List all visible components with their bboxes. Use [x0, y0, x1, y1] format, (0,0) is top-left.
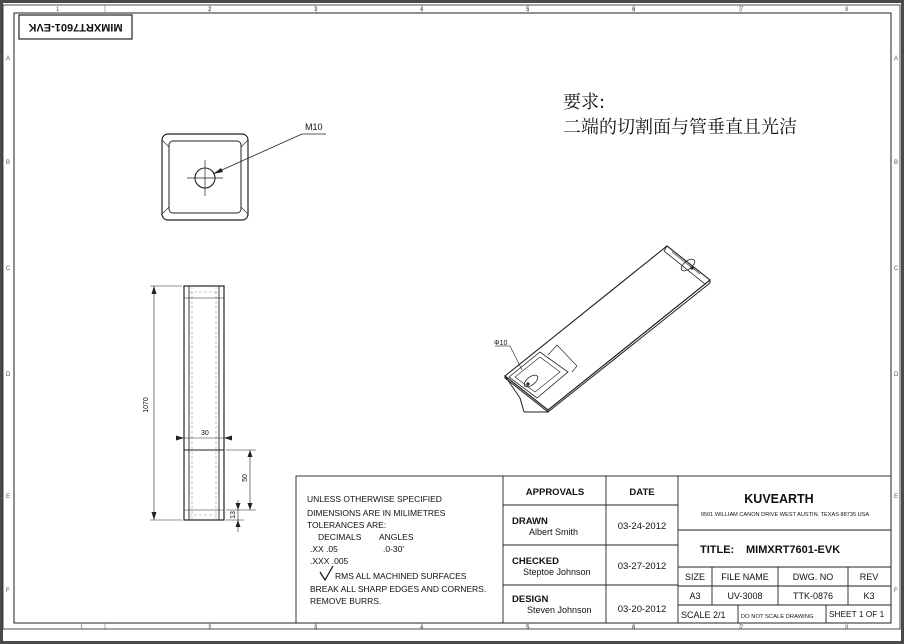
zone-col-1-bottom: 1: [80, 625, 84, 631]
date-header: DATE: [629, 487, 655, 498]
company-address: 9501 WILLIAM CANON DRIVE WEST AUSTIN. TEXAS 88735 USA: [700, 512, 870, 518]
zone-col-7-bottom: 7: [740, 625, 744, 631]
company-name: KUVEARTH: [744, 492, 814, 506]
notes-remove-burrs: REMOVE BURRS.: [310, 596, 382, 606]
zone-row-e-right: E: [894, 494, 899, 500]
zone-row-b-right: B: [894, 160, 899, 166]
zone-col-2-top: 2: [208, 7, 212, 13]
notes-line3: TOLERANCES ARE:: [307, 520, 387, 530]
zone-row-c-right: C: [894, 266, 899, 272]
zone-col-6-top: 6: [632, 7, 636, 13]
sheet-text: SHEET 1 OF 1: [829, 609, 885, 619]
zone-col-8-bottom: 8: [845, 625, 849, 631]
drawn-label: DRAWN: [512, 516, 548, 527]
drawn-name: Albert Smith: [529, 527, 579, 537]
zone-row-f-right: F: [894, 588, 898, 594]
zone-row-e-left: E: [6, 494, 11, 500]
scale-text: SCALE 2/1: [681, 610, 726, 620]
zone-row-a-right: A: [894, 56, 899, 62]
notes-break-edges: BREAK ALL SHARP EDGES AND CORNERS.: [310, 584, 487, 594]
notes-rms: RMS ALL MACHINED SURFACES: [335, 571, 467, 581]
zone-row-d-left: D: [6, 372, 11, 378]
note-heading: 要求:: [563, 92, 606, 113]
notes-angles-label: ANGLES: [379, 532, 414, 542]
size-header: SIZE: [684, 572, 706, 582]
size-value: A3: [689, 591, 701, 601]
zone-col-5-bottom: 5: [526, 625, 530, 631]
drawn-date: 03-24-2012: [617, 521, 667, 532]
slot-dimension: 50: [242, 474, 249, 482]
title-label: TITLE:: [700, 544, 735, 556]
dwg-no-header: DWG. NO: [792, 572, 834, 582]
zone-col-6-bottom: 6: [632, 625, 636, 631]
note-body: 二端的切割面与管垂直且光洁: [563, 117, 797, 138]
zone-col-1-top: 1: [56, 7, 60, 13]
hole-callout: Φ10: [494, 340, 508, 347]
notes-decimals-label: DECIMALS: [318, 532, 362, 542]
checked-name: Steptoe Johnson: [523, 567, 591, 577]
notes-angle-tol: .0-30': [383, 544, 404, 554]
offset-dimension: 13: [230, 511, 237, 519]
design-label: DESIGN: [512, 594, 549, 605]
file-name-header: FILE NAME: [721, 572, 769, 582]
zone-row-d-right: D: [894, 372, 899, 378]
design-name: Steven Johnson: [527, 605, 592, 615]
zone-row-f-left: F: [6, 588, 10, 594]
zone-col-3-bottom: 3: [314, 625, 318, 631]
thread-callout: M10: [305, 122, 323, 132]
zone-col-8-top: 8: [845, 7, 849, 13]
rev-header: REV: [859, 572, 879, 582]
notes-line1: UNLESS OTHERWISE SPECIFIED: [307, 494, 442, 504]
length-dimension: 1070: [143, 397, 150, 413]
zone-row-c-left: C: [6, 266, 11, 272]
stamp-text: MIMXRT7601-EVK: [28, 21, 123, 34]
zone-row-b-left: B: [6, 160, 11, 166]
zone-col-3-top: 3: [314, 7, 318, 13]
notes-xx: .XX .05: [310, 544, 338, 554]
rev-value: K3: [863, 591, 875, 601]
zone-col-4-bottom: 4: [420, 625, 424, 631]
file-name-value: UV-3008: [727, 591, 763, 601]
dwg-no-value: TTK-0876: [792, 591, 834, 601]
notes-line2: DIMENSIONS ARE IN MILIMETRES: [307, 508, 446, 518]
zone-col-7-top: 7: [740, 7, 744, 13]
checked-date: 03-27-2012: [617, 561, 667, 572]
zone-col-5-top: 5: [526, 7, 530, 13]
width-dimension: 30: [201, 430, 209, 437]
zone-col-4-top: 4: [420, 7, 424, 13]
zone-col-2-bottom: 2: [208, 625, 212, 631]
zone-row-a-left: A: [6, 56, 11, 62]
design-date: 03-20-2012: [617, 604, 667, 615]
checked-label: CHECKED: [512, 556, 559, 567]
no-scale-text: DO NOT SCALE DRAWING: [741, 614, 814, 620]
approvals-header: APPROVALS: [525, 487, 585, 498]
title-value: MIMXRT7601-EVK: [746, 544, 841, 556]
notes-xxx: .XXX .005: [310, 556, 349, 566]
